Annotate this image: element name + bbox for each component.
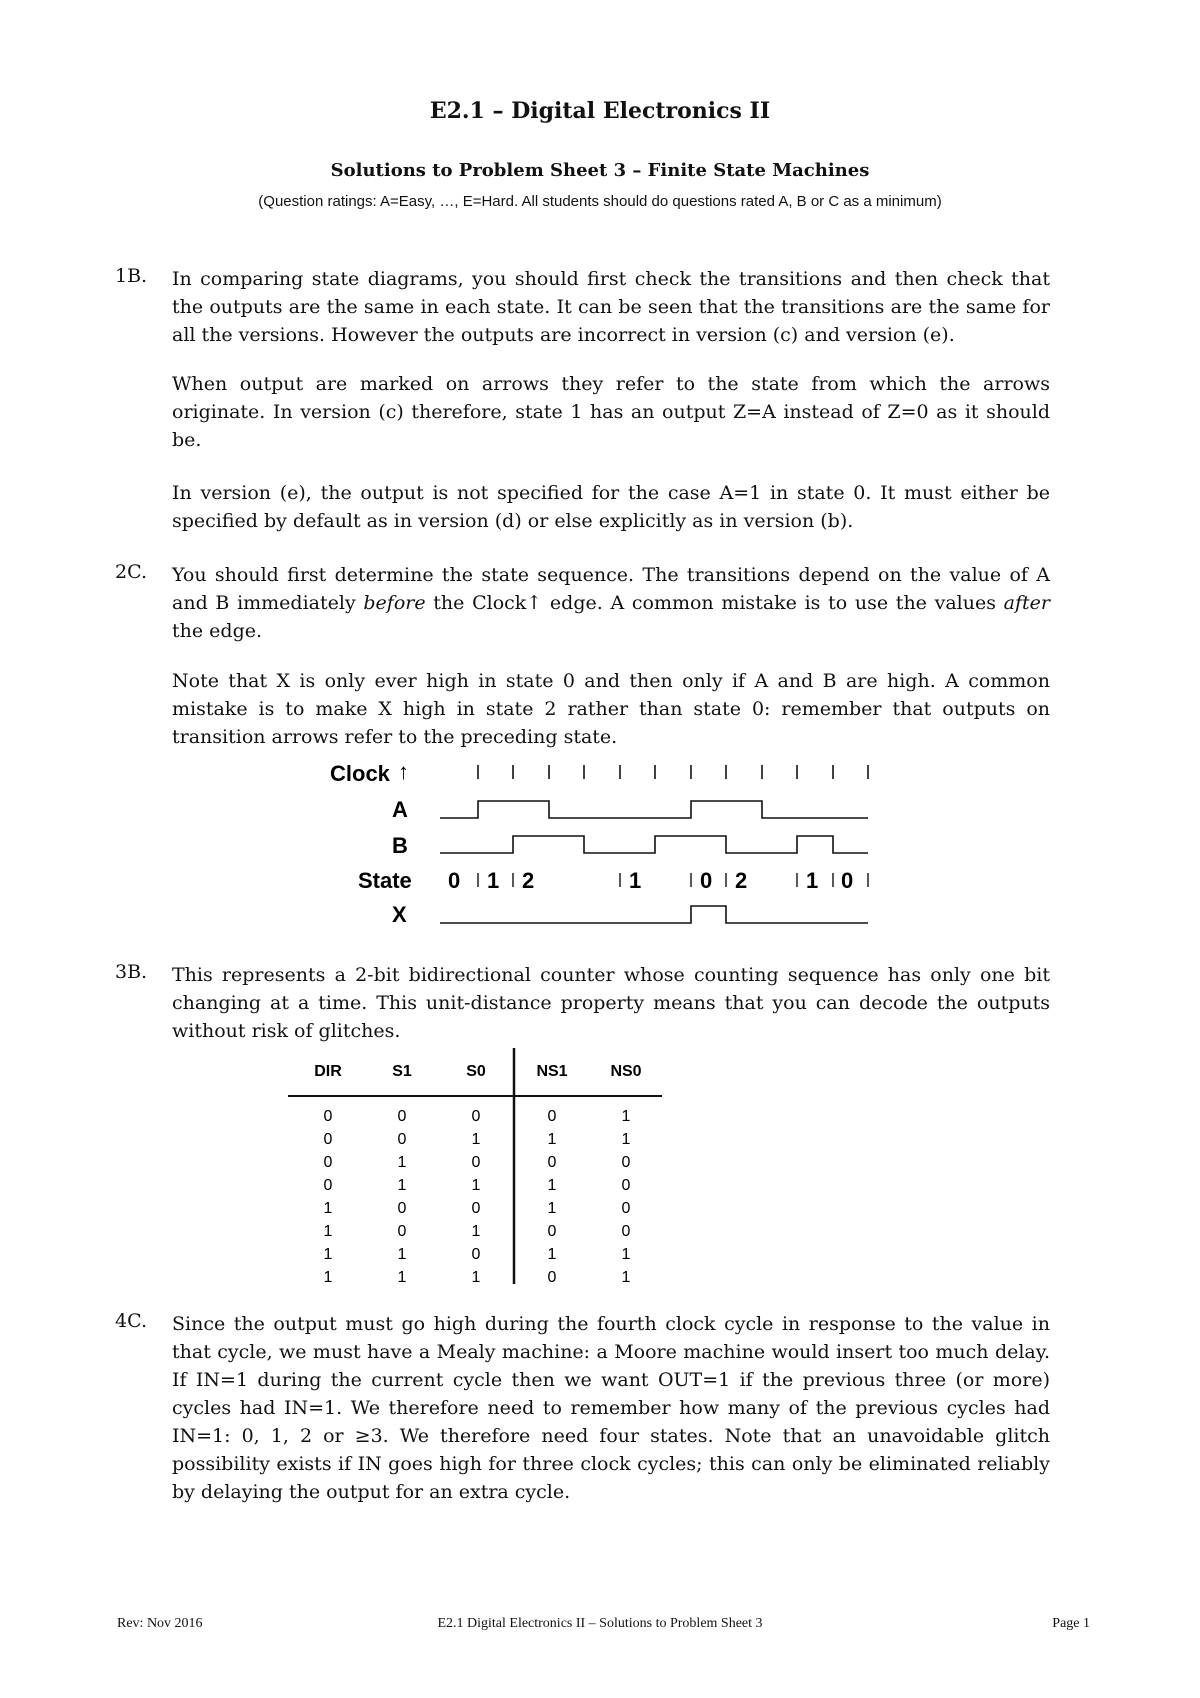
table-cell: 0 [621,1154,631,1171]
table-cell: 1 [323,1269,333,1284]
table-cell: 0 [471,1246,481,1263]
signal-x-label: X [392,902,407,927]
table-cell: 0 [397,1200,407,1217]
state-value: 1 [629,868,642,893]
state-label: State [358,868,412,893]
signal-b-waveform [440,836,868,853]
table-cell: 1 [323,1200,333,1217]
table-cell: 0 [547,1223,557,1240]
table-cell: 0 [323,1131,333,1148]
table-cell: 1 [621,1131,631,1148]
page-subtitle: Solutions to Problem Sheet 3 – Finite State Machines [330,160,870,181]
table-cell: 1 [547,1177,557,1194]
table-cell: 1 [323,1223,333,1240]
question-3-number: 3B. [115,961,148,983]
question-4-number: 4C. [115,1310,147,1332]
footer-revision: Rev: Nov 2016 [117,1616,203,1631]
table-cell: 0 [621,1223,631,1240]
footer-title: E2.1 Digital Electronics II – Solutions to Problem Sheet 3 [437,1616,763,1631]
table-cell: 0 [397,1131,407,1148]
page-title: E2.1 – Digital Electronics II [429,98,771,124]
table-cell: 1 [397,1177,407,1194]
table-cell: 0 [397,1108,407,1125]
table-cell: 0 [471,1154,481,1171]
table-cell: 1 [547,1200,557,1217]
table-header-cell: S1 [392,1063,412,1080]
timing-diagram [330,757,890,937]
state-value: 2 [522,868,535,893]
table-header-cell: S0 [466,1063,486,1080]
table-cell: 0 [323,1177,333,1194]
table-cell: 1 [471,1269,481,1284]
table-cell: 1 [471,1223,481,1240]
signal-b-label: B [392,833,408,858]
table-cell: 0 [547,1269,557,1284]
table-cell: 1 [397,1246,407,1263]
question-1-paragraph-2: When output are marked on arrows they refer to the state from which the arrows originate. In version (c) therefore, state 1 has an output Z=A instead of Z=0 as it should be. [172,373,1050,451]
table-header-cell: NS1 [536,1063,568,1080]
table-cell: 1 [621,1269,631,1284]
table-cell: 1 [397,1269,407,1284]
footer-page-number: Page 1 [1052,1616,1090,1631]
clock-arrow-icon: ↑ [398,759,409,784]
clock-label: Clock [330,761,390,786]
state-value: 0 [448,868,461,893]
table-cell: 1 [471,1177,481,1194]
table-header-cell: NS0 [610,1063,642,1080]
state-value: 1 [806,868,819,893]
table-cell: 0 [621,1200,631,1217]
signal-a-label: A [392,797,408,822]
question-4-paragraph-1: Since the output must go high during the fourth clock cycle in response to the value in that cycle, we must have a Mealy machine: a Moore machine would insert too much delay. If IN=1 during the current cycle then we want OUT=1 if the previous three (or more) cycles had IN=1. We therefore need to remember how many of the previous cycles had IN=1: 0, 1, 2 or ≥3. We therefore need four states. Note that an unavoidable glitch possibility exists if IN goes high for three clock cycles; this can only be eliminated reliably by delaying the output for an extra cycle. [172,1313,1050,1503]
table-cell: 1 [547,1246,557,1263]
table-cell: 0 [471,1200,481,1217]
table-cell: 0 [471,1108,481,1125]
rating-note: (Question ratings: A=Easy, …, E=Hard. All students should do questions rated A, B or C as a minimum) [258,193,942,210]
table-cell: 1 [621,1108,631,1125]
clock-ticks [478,765,868,779]
table-cell: 0 [547,1108,557,1125]
table-cell: 0 [323,1154,333,1171]
table-cell: 1 [547,1131,557,1148]
emphasis-before: before [363,592,426,614]
question-2-paragraph-1: You should first determine the state sequence. The transitions depend on the value of A and B immediately before the Clock↑ edge. A common mistake is to use the values after the edge. [172,564,1050,642]
question-3-paragraph-1: This represents a 2-bit bidirectional counter whose counting sequence has only one bit changing at a time. This unit-distance property means that you can decode the outputs without risk of glitches. [172,964,1050,1042]
truth-table [288,1048,668,1284]
state-value: 2 [735,868,748,893]
question-1-paragraph-1: In comparing state diagrams, you should first check the transitions and then check that the outputs are the same in each state. It can be seen that the transitions are the same for all the versions. However the outputs are incorrect in version (c) and version (e). [172,268,1050,346]
state-value: 0 [841,868,854,893]
state-sequence [448,868,853,893]
state-value: 1 [487,868,500,893]
state-value: 0 [700,868,713,893]
question-1-paragraph-3: In version (e), the output is not specified for the case A=1 in state 0. It must either be specified by default as in version (d) or else explicitly as in version (b). [172,482,1050,532]
table-cell: 1 [397,1154,407,1171]
table-cell: 1 [471,1131,481,1148]
emphasis-after: after [1003,592,1050,614]
question-2-number: 2C. [115,561,147,583]
table-header-cell: DIR [314,1063,342,1080]
question-1-number: 1B. [115,265,148,287]
table-cell: 0 [621,1177,631,1194]
table-cell: 1 [621,1246,631,1263]
table-cell: 1 [323,1246,333,1263]
signal-a-waveform [440,801,868,818]
signal-x-waveform [440,906,868,923]
table-cell: 0 [397,1223,407,1240]
question-2-paragraph-2: Note that X is only ever high in state 0 and then only if A and B are high. A common mistake is to make X high in state 2 rather than state 0: remember that outputs on transition arrows refer to the preceding state. [172,670,1050,748]
table-cell: 0 [547,1154,557,1171]
table-cell: 0 [323,1108,333,1125]
